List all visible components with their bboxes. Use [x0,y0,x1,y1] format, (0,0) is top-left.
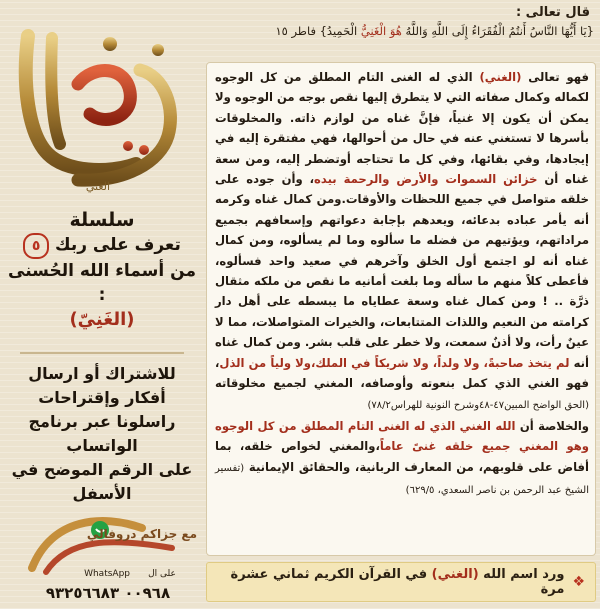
subscribe-line-1: للاشتراك أو ارسال [28,364,176,383]
footer-before: ورد اسم الله [478,567,565,582]
explanation-text [215,67,589,502]
p2-a: والخلاصة أن [515,418,590,433]
al-ghani-calligraphy [8,14,194,194]
brand-name: مع جزاكم دروفالي [86,527,198,541]
p1-d: ، فهو الغني الذي كمل بنعوته وأوصافه، المغني لجميع مخلوقاته [215,355,589,391]
subscribe-line-6: الأسفل [72,484,132,503]
series-title: تعرف على ربك [55,235,181,255]
footer-note [206,562,596,602]
verse-highlight: هُوَ الْغَنِيُّ [360,24,402,38]
subscribe-line-2: أفكار وإقتراحات [38,388,166,407]
explanation-panel [206,62,596,556]
series-line-3: من أسماء الله الحُسنى : [8,261,196,305]
diamond-bullet-icon: ❖ [572,574,585,590]
calligraphy-caption: الغني [85,180,111,193]
quran-verse [206,4,594,60]
verse-text [206,22,594,40]
left-column [0,0,204,609]
whatsapp-label: WhatsApp [84,569,130,579]
p1-treasures: خزائن السموات والأرض والرحمة بيده [314,172,538,187]
brand-logo [22,508,198,582]
phone-number: ٠٠٩٦٨ ٩٣٢٥٦٦٨٣ [45,584,171,602]
p1-a: فهو تعالى [521,70,590,84]
series-line-2 [4,233,200,259]
whatsapp-note: على ال [148,569,176,579]
verse-intro: قال تعالى : [515,5,590,20]
subscribe-line-4: الواتساب [66,436,138,455]
series-block [4,208,200,333]
footer-text [207,567,564,597]
series-line-1: سلسلة [69,209,135,231]
verse-part-1: {يَا أَيُّهَا النَّاسُ أَنتُمُ الْفُقَرَاءُ إِلَى اللَّهِ وَاللَّهُ [401,24,594,38]
p1-name: (الغني) [479,70,522,84]
p1-c: ، وأن جوده على خلقه متواصل في جميع اللحظات والأوقات.ومن كمال غناه وكرمه أنه يأمر عباده بدعائه، ويعدهم بإجابة دعواتهم وإسعافهم بجميع مراداتهم، ويؤتيهم من فضله ما سألوه وما لم يسألوه، ومن كمال غناه أنه لو اجتمع أول الخلق وآخرهم في صعيد واحد فسألوه، فأعطى كلاً منهم ما سأله وما بلغت أمانيه ما نقص من ملكه مثقال ذرَّة .. ! ومن كمال غناه وسعة عطاياه ما يبسطه على أهل دار كرامته من النعيم واللذات المتتابعات، والخيرات المتواصلات، مما لا عينٌ رأت، ولا أذنٌ سمعت، ولا خطر على قلب بشر. ومن كمال غناه أنه [215,172,589,370]
series-name: (الغَنِيّ) [69,309,135,330]
p2-reference: (تفسير الشيخ عبد الرحمن بن ناصر السعدي، ٦٢٩/٥) [215,462,589,497]
p1-reference: (الحق الواضح المبين٤٧-٤٨وشرح النونية للهراس٧٨/٢) [367,399,589,411]
p2-highlight: الله الغني الذي له الغنى التام المطلق من كل الوجوه وهو المغني جميع خلقه غنىً عاماً [215,418,589,454]
subscribe-line-3: راسلونا عبر برنامج [28,412,176,431]
subscribe-block [4,362,200,506]
subscribe-line-5: على الرقم الموضح في [11,460,193,479]
footer-highlight: (الغني) [431,567,479,582]
p2-b: ،والمغني لخواص خلقه، بما أفاض على قلوبهم، من المعارف الربانية، والحقائق الإيمانية [215,439,589,474]
footer-after: في القرآن الكريم ثماني عشرة مرة [230,567,565,597]
p1-b: الذي له الغنى التام المطلق من كل الوجوه لكماله وكمال صفاته التي لا يتطرق إليها نقص بوجه من الوجوه ولا يمكن أن يكون إلا غنياً، فإنَّ غناه من لوازم ذاته. والمخلوقات بأسرها لا تستغني عنه في حال من أحوالها، فهي مفتقرة إليه في إيجادها، وفي بقائها، وفي كل ما تحتاجه أوتضطر إليه، ومن سعة غناه أن [215,70,589,187]
verse-part-2: الْحَمِيدُ} فاطر ١٥ [275,24,361,38]
p1-no-partner: لم يتخذ صاحبةً، ولا ولداً، ولا شريكاً في الملك،ولا ولياً من الذل [219,355,570,370]
series-number-badge: ٥ [23,233,49,259]
left-divider [20,352,184,354]
